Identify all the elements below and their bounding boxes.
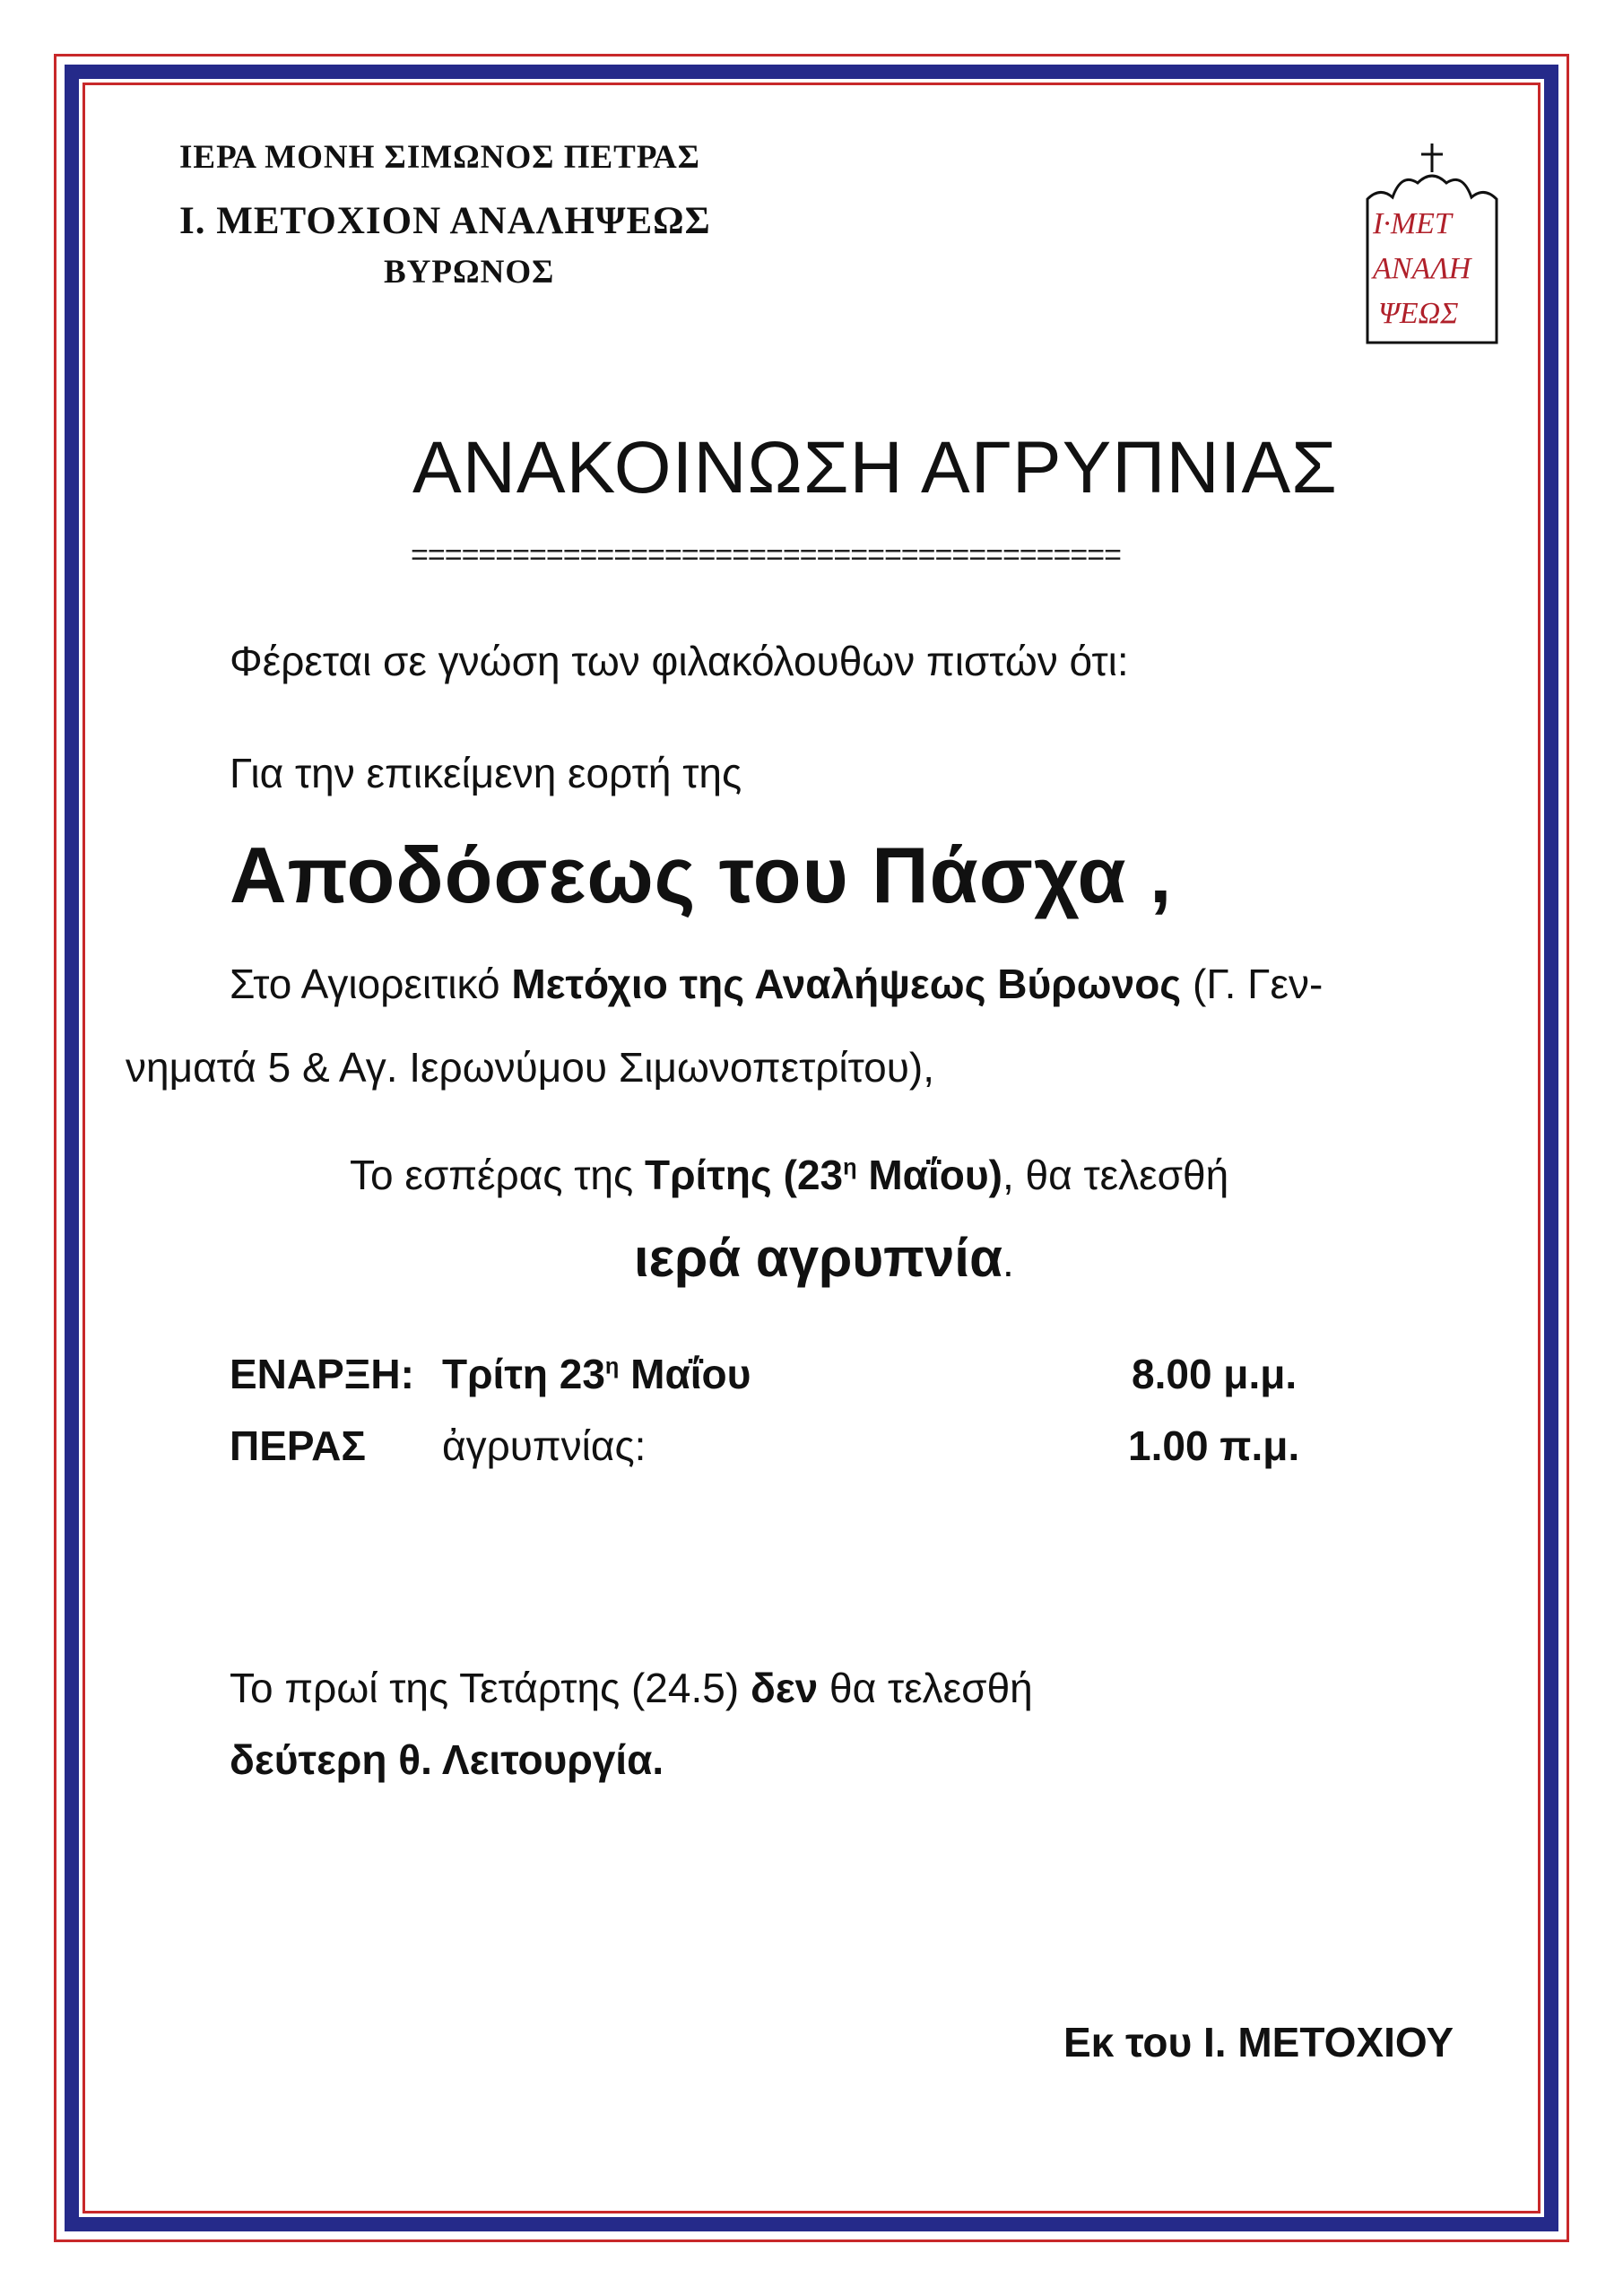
feast-intro-text: Για την επικείμενη εορτή της [230,750,742,796]
evening-suffix: , θα τελεσθή [1002,1152,1229,1198]
evening-month: Μαΐου) [856,1152,1002,1198]
church-logo-icon [1360,144,1504,345]
evening-prefix: Το εσπέρας της [350,1152,645,1198]
location-line-1 [230,960,1323,1008]
signature: Εκ του Ι. ΜΕΤΟΧΙΟΥ [1063,2019,1454,2066]
morning-suffix: θα τελεσθή [818,1665,1033,1711]
location-suffix: (Γ. Γεν- [1181,961,1324,1007]
evening-line [350,1151,1228,1199]
vigil-period: . [1002,1239,1014,1285]
logo-text-3: ΨΕΩΣ [1378,297,1459,330]
schedule-start-desc [442,1350,751,1398]
schedule-start-month: Μαΐου [619,1351,751,1397]
header-line-vyronos: ΒΥΡΩΝΟΣ [384,254,555,291]
schedule-start-time: 8.00 μ.μ. [1132,1351,1298,1397]
evening-day: Τρίτης (23 [644,1152,844,1198]
vigil-text: ιερά αγρυπνία [634,1228,1002,1288]
schedule-start-date: Τρίτη 23 [442,1351,605,1397]
schedule-start-sup: η [604,1353,620,1379]
morning-line-1 [230,1664,1033,1712]
morning-line-2: δεύτερη θ. Λειτουργία. [230,1736,664,1783]
vigil-line [634,1227,1014,1289]
intro-text: Φέρεται σε γνώση των φιλακόλουθων πιστών ότι: [230,638,1129,684]
morning-bold: δεν [750,1665,819,1711]
schedule-start-label: ΕΝΑΡΞΗ: [230,1351,414,1397]
schedule-end-label: ΠΕΡΑΣ [230,1422,366,1469]
header-line-metochion: Ι. ΜΕΤΟΧΙΟΝ ΑΝΑΛΗΨΕΩΣ [179,200,711,242]
morning-prefix: Το πρωί της Τετάρτης (24.5) [230,1665,751,1711]
schedule-end-desc: ἀγρυπνίας: [442,1422,647,1469]
location-line-2: νηματά 5 & Αγ. Ιερωνύμου Σιμωνοπετρίτου), [126,1044,934,1091]
page-title: ΑΝΑΚΟΙΝΩΣΗ ΑΓΡΥΠΝΙΑΣ [412,427,1338,509]
location-prefix: Στο Αγιορειτικό [230,961,512,1007]
logo-text-2: ΑΝΑΛΗ [1373,252,1471,285]
evening-sup: η [843,1154,857,1180]
header-line-monastery: ΙΕΡΑ ΜΟΝΗ ΣΙΜΩΝΟΣ ΠΕΤΡΑΣ [179,139,700,176]
location-name: Μετόχιο της Αναλήψεως Βύρωνος [511,961,1182,1007]
feast-name: Αποδόσεως του Πάσχα , [230,831,1173,919]
logo-text-1: Ι·ΜΕΤ [1373,207,1452,240]
title-separator: ========================================== [411,538,1121,572]
inner-red-frame [82,83,1541,2213]
schedule-end-time: 1.00 π.μ. [1128,1422,1300,1469]
